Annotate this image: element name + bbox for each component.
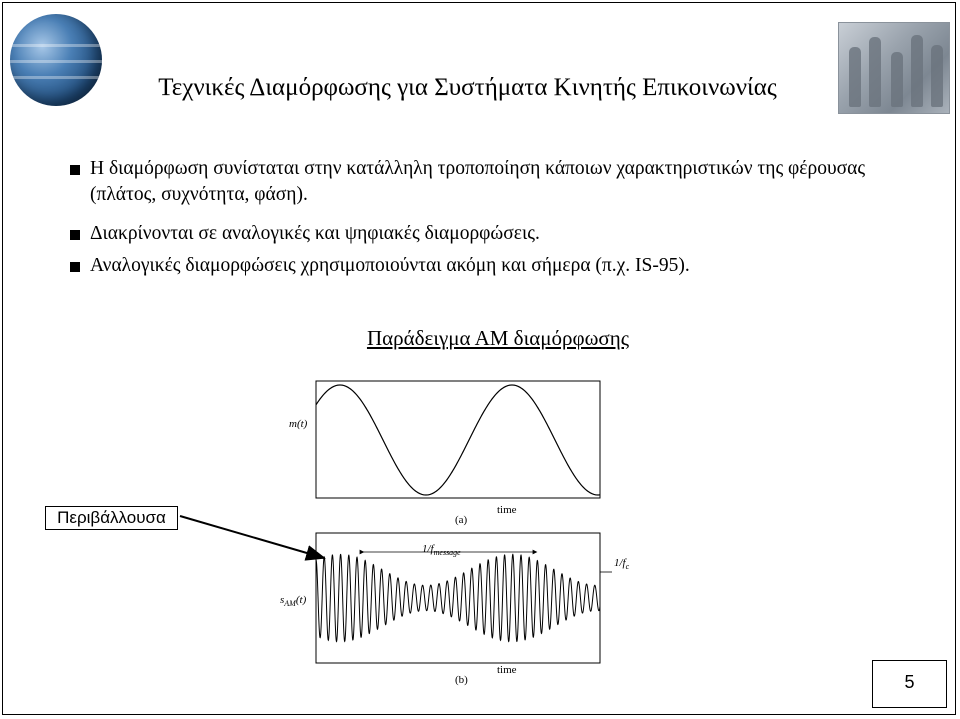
slide-title: Τεχνικές Διαμόρφωσης για Συστήματα Κινητής Επικοινωνίας (158, 74, 777, 101)
panel-a-caption: (a) (455, 514, 468, 526)
bullet-text: Διακρίνονται σε αναλογικές και ψηφιακές διαμορφώσεις. (90, 223, 540, 244)
carrier-period-label: $1/f_c$ (614, 557, 630, 571)
message-period-label: $1/f_{message}$ (422, 543, 461, 557)
bullet-text: Η διαμόρφωση συνίσταται στην κατάλληλη τροποποίηση κάποιων χαρακτηριστικών της φέρουσας (πλάτος, συχνότητα, φάση). (90, 158, 866, 205)
panel-a-ylabel: m(t) (289, 418, 308, 430)
page-number: 5 (872, 660, 947, 708)
am-signal-curve (316, 554, 600, 641)
panel-a-xlabel: time (497, 504, 517, 516)
panel-b-xlabel: time (497, 664, 517, 676)
bullet-text: Αναλογικές διαμορφώσεις χρησιμοποιούνται ακόμη και σήμερα (π.χ. IS-95). (90, 255, 690, 276)
panel-a-frame (316, 381, 600, 498)
envelope-callout-label: Περιβάλλουσα (45, 506, 178, 530)
example-heading: Παράδειγμα ΑΜ διαμόρφωσης (366, 326, 630, 350)
message-signal-curve (316, 385, 600, 495)
panel-b-caption: (b) (455, 674, 468, 686)
panel-b-ylabel: $s_{AM}(t)$ (280, 594, 307, 608)
envelope-callout-arrow (180, 516, 324, 558)
